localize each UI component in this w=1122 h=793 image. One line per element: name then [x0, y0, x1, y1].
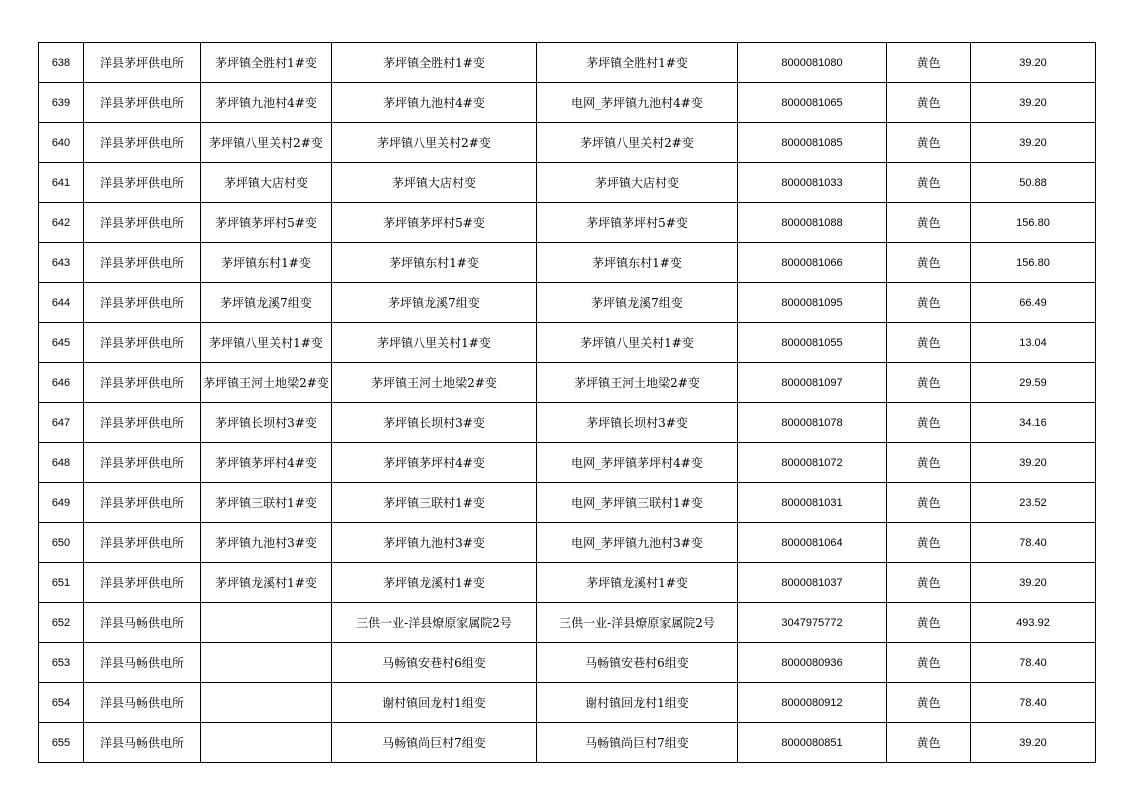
cell-supply-unit: 洋县茅坪供电所 — [84, 363, 201, 403]
cell-device-code: 8000081097 — [738, 363, 887, 403]
cell-device-code: 8000080936 — [738, 643, 887, 683]
table-row — [39, 363, 1096, 403]
cell-station-name: 茅坪镇茅坪村5#变 — [332, 203, 537, 243]
cell-device-code: 8000081072 — [738, 443, 887, 483]
cell-warning-level: 黄色 — [887, 363, 971, 403]
cell-device-name: 茅坪镇东村1#变 — [537, 243, 738, 283]
cell-supply-unit: 洋县茅坪供电所 — [84, 43, 201, 83]
cell-warning-level: 黄色 — [887, 123, 971, 163]
cell-device-name: 茅坪镇八里关村2#变 — [537, 123, 738, 163]
table-row — [39, 83, 1096, 123]
table-row — [39, 523, 1096, 563]
cell-warning-level: 黄色 — [887, 323, 971, 363]
cell-supply-unit: 洋县马畅供电所 — [84, 603, 201, 643]
cell-device-name: 茅坪镇龙溪村1#变 — [537, 563, 738, 603]
cell-station-name: 茅坪镇八里关村2#变 — [332, 123, 537, 163]
cell-value: 39.20 — [971, 443, 1096, 483]
cell-device-code: 8000081033 — [738, 163, 887, 203]
table-row — [39, 283, 1096, 323]
cell-transformer-name: 茅坪镇全胜村1#变 — [201, 43, 332, 83]
table-row — [39, 683, 1096, 723]
cell-transformer-name: 茅坪镇龙溪村1#变 — [201, 563, 332, 603]
cell-device-name: 茅坪镇王河土地梁2#变 — [537, 363, 738, 403]
cell-value: 493.92 — [971, 603, 1096, 643]
table-row — [39, 163, 1096, 203]
cell-supply-unit: 洋县茅坪供电所 — [84, 323, 201, 363]
cell-station-name: 茅坪镇龙溪村1#变 — [332, 563, 537, 603]
cell-row-number: 648 — [39, 443, 84, 483]
cell-warning-level: 黄色 — [887, 403, 971, 443]
cell-station-name: 茅坪镇东村1#变 — [332, 243, 537, 283]
cell-device-name: 茅坪镇龙溪7组变 — [537, 283, 738, 323]
cell-warning-level: 黄色 — [887, 563, 971, 603]
cell-device-code: 8000081078 — [738, 403, 887, 443]
cell-row-number: 639 — [39, 83, 84, 123]
cell-device-code: 8000080851 — [738, 723, 887, 763]
data-table — [38, 42, 1096, 763]
cell-device-name: 电网_茅坪镇九池村3#变 — [537, 523, 738, 563]
cell-value: 29.59 — [971, 363, 1096, 403]
cell-transformer-name: 茅坪镇八里关村1#变 — [201, 323, 332, 363]
cell-device-code: 8000080912 — [738, 683, 887, 723]
cell-row-number: 654 — [39, 683, 84, 723]
cell-device-code: 8000081037 — [738, 563, 887, 603]
table-row — [39, 243, 1096, 283]
cell-device-code: 8000081031 — [738, 483, 887, 523]
table-row — [39, 43, 1096, 83]
cell-supply-unit: 洋县茅坪供电所 — [84, 163, 201, 203]
cell-supply-unit: 洋县茅坪供电所 — [84, 243, 201, 283]
cell-supply-unit: 洋县茅坪供电所 — [84, 283, 201, 323]
cell-row-number: 651 — [39, 563, 84, 603]
cell-station-name: 茅坪镇八里关村1#变 — [332, 323, 537, 363]
cell-device-name: 三供一业-洋县燎原家属院2号 — [537, 603, 738, 643]
cell-station-name: 茅坪镇长坝村3#变 — [332, 403, 537, 443]
cell-warning-level: 黄色 — [887, 483, 971, 523]
cell-row-number: 646 — [39, 363, 84, 403]
cell-warning-level: 黄色 — [887, 603, 971, 643]
cell-station-name: 谢村镇回龙村1组变 — [332, 683, 537, 723]
cell-device-name: 谢村镇回龙村1组变 — [537, 683, 738, 723]
cell-transformer-name: 茅坪镇茅坪村5#变 — [201, 203, 332, 243]
cell-value: 78.40 — [971, 643, 1096, 683]
cell-station-name: 茅坪镇王河土地梁2#变 — [332, 363, 537, 403]
cell-device-name: 茅坪镇全胜村1#变 — [537, 43, 738, 83]
cell-row-number: 653 — [39, 643, 84, 683]
cell-warning-level: 黄色 — [887, 683, 971, 723]
cell-transformer-name: 茅坪镇茅坪村4#变 — [201, 443, 332, 483]
cell-device-name: 电网_茅坪镇三联村1#变 — [537, 483, 738, 523]
cell-supply-unit: 洋县茅坪供电所 — [84, 563, 201, 603]
cell-device-code: 8000081088 — [738, 203, 887, 243]
cell-device-code: 3047975772 — [738, 603, 887, 643]
cell-supply-unit: 洋县茅坪供电所 — [84, 403, 201, 443]
cell-warning-level: 黄色 — [887, 643, 971, 683]
cell-station-name: 茅坪镇三联村1#变 — [332, 483, 537, 523]
cell-device-code: 8000081064 — [738, 523, 887, 563]
cell-transformer-name — [201, 723, 332, 763]
cell-supply-unit: 洋县马畅供电所 — [84, 643, 201, 683]
cell-value: 39.20 — [971, 563, 1096, 603]
table-row — [39, 323, 1096, 363]
cell-row-number: 650 — [39, 523, 84, 563]
cell-supply-unit: 洋县茅坪供电所 — [84, 203, 201, 243]
cell-device-name: 茅坪镇大店村变 — [537, 163, 738, 203]
cell-transformer-name: 茅坪镇九池村3#变 — [201, 523, 332, 563]
cell-device-name: 马畅镇尚巨村7组变 — [537, 723, 738, 763]
cell-transformer-name — [201, 643, 332, 683]
cell-device-name: 马畅镇安巷村6组变 — [537, 643, 738, 683]
table-row — [39, 563, 1096, 603]
cell-device-code: 8000081085 — [738, 123, 887, 163]
cell-station-name: 马畅镇安巷村6组变 — [332, 643, 537, 683]
cell-device-name: 电网_茅坪镇九池村4#变 — [537, 83, 738, 123]
cell-warning-level: 黄色 — [887, 243, 971, 283]
cell-value: 34.16 — [971, 403, 1096, 443]
cell-supply-unit: 洋县马畅供电所 — [84, 723, 201, 763]
cell-value: 39.20 — [971, 43, 1096, 83]
cell-row-number: 644 — [39, 283, 84, 323]
cell-row-number: 652 — [39, 603, 84, 643]
cell-transformer-name — [201, 603, 332, 643]
cell-row-number: 641 — [39, 163, 84, 203]
cell-device-name: 电网_茅坪镇茅坪村4#变 — [537, 443, 738, 483]
cell-row-number: 649 — [39, 483, 84, 523]
cell-warning-level: 黄色 — [887, 203, 971, 243]
cell-value: 13.04 — [971, 323, 1096, 363]
cell-device-name: 茅坪镇长坝村3#变 — [537, 403, 738, 443]
cell-device-code: 8000081066 — [738, 243, 887, 283]
cell-station-name: 马畅镇尚巨村7组变 — [332, 723, 537, 763]
cell-supply-unit: 洋县茅坪供电所 — [84, 443, 201, 483]
cell-value: 78.40 — [971, 683, 1096, 723]
cell-station-name: 茅坪镇龙溪7组变 — [332, 283, 537, 323]
cell-row-number: 638 — [39, 43, 84, 83]
cell-transformer-name: 茅坪镇王河土地梁2#变 — [201, 363, 332, 403]
cell-station-name: 茅坪镇茅坪村4#变 — [332, 443, 537, 483]
cell-warning-level: 黄色 — [887, 523, 971, 563]
cell-station-name: 茅坪镇九池村4#变 — [332, 83, 537, 123]
cell-value: 39.20 — [971, 83, 1096, 123]
cell-device-name: 茅坪镇茅坪村5#变 — [537, 203, 738, 243]
cell-station-name: 三供一业-洋县燎原家属院2号 — [332, 603, 537, 643]
cell-transformer-name: 茅坪镇八里关村2#变 — [201, 123, 332, 163]
cell-value: 156.80 — [971, 243, 1096, 283]
table-row — [39, 603, 1096, 643]
cell-station-name: 茅坪镇全胜村1#变 — [332, 43, 537, 83]
cell-value: 156.80 — [971, 203, 1096, 243]
cell-device-code: 8000081065 — [738, 83, 887, 123]
cell-value: 23.52 — [971, 483, 1096, 523]
cell-transformer-name: 茅坪镇三联村1#变 — [201, 483, 332, 523]
cell-transformer-name: 茅坪镇九池村4#变 — [201, 83, 332, 123]
cell-device-code: 8000081080 — [738, 43, 887, 83]
table-row — [39, 403, 1096, 443]
cell-row-number: 640 — [39, 123, 84, 163]
cell-warning-level: 黄色 — [887, 83, 971, 123]
cell-supply-unit: 洋县茅坪供电所 — [84, 123, 201, 163]
cell-value: 39.20 — [971, 123, 1096, 163]
cell-row-number: 642 — [39, 203, 84, 243]
cell-station-name: 茅坪镇九池村3#变 — [332, 523, 537, 563]
cell-value: 50.88 — [971, 163, 1096, 203]
cell-supply-unit: 洋县茅坪供电所 — [84, 523, 201, 563]
table-body — [39, 43, 1096, 763]
cell-warning-level: 黄色 — [887, 443, 971, 483]
table-row — [39, 643, 1096, 683]
cell-warning-level: 黄色 — [887, 723, 971, 763]
cell-row-number: 655 — [39, 723, 84, 763]
cell-supply-unit: 洋县茅坪供电所 — [84, 483, 201, 523]
cell-supply-unit: 洋县茅坪供电所 — [84, 83, 201, 123]
cell-device-code: 8000081055 — [738, 323, 887, 363]
cell-value: 66.49 — [971, 283, 1096, 323]
cell-warning-level: 黄色 — [887, 163, 971, 203]
cell-row-number: 647 — [39, 403, 84, 443]
cell-transformer-name: 茅坪镇龙溪7组变 — [201, 283, 332, 323]
cell-transformer-name: 茅坪镇长坝村3#变 — [201, 403, 332, 443]
table-row — [39, 123, 1096, 163]
cell-station-name: 茅坪镇大店村变 — [332, 163, 537, 203]
cell-warning-level: 黄色 — [887, 43, 971, 83]
cell-transformer-name: 茅坪镇东村1#变 — [201, 243, 332, 283]
cell-row-number: 645 — [39, 323, 84, 363]
cell-transformer-name: 茅坪镇大店村变 — [201, 163, 332, 203]
cell-device-name: 茅坪镇八里关村1#变 — [537, 323, 738, 363]
cell-supply-unit: 洋县马畅供电所 — [84, 683, 201, 723]
cell-warning-level: 黄色 — [887, 283, 971, 323]
cell-row-number: 643 — [39, 243, 84, 283]
cell-value: 78.40 — [971, 523, 1096, 563]
table-row — [39, 483, 1096, 523]
cell-value: 39.20 — [971, 723, 1096, 763]
table-row — [39, 723, 1096, 763]
table-row — [39, 443, 1096, 483]
cell-device-code: 8000081095 — [738, 283, 887, 323]
table-row — [39, 203, 1096, 243]
cell-transformer-name — [201, 683, 332, 723]
